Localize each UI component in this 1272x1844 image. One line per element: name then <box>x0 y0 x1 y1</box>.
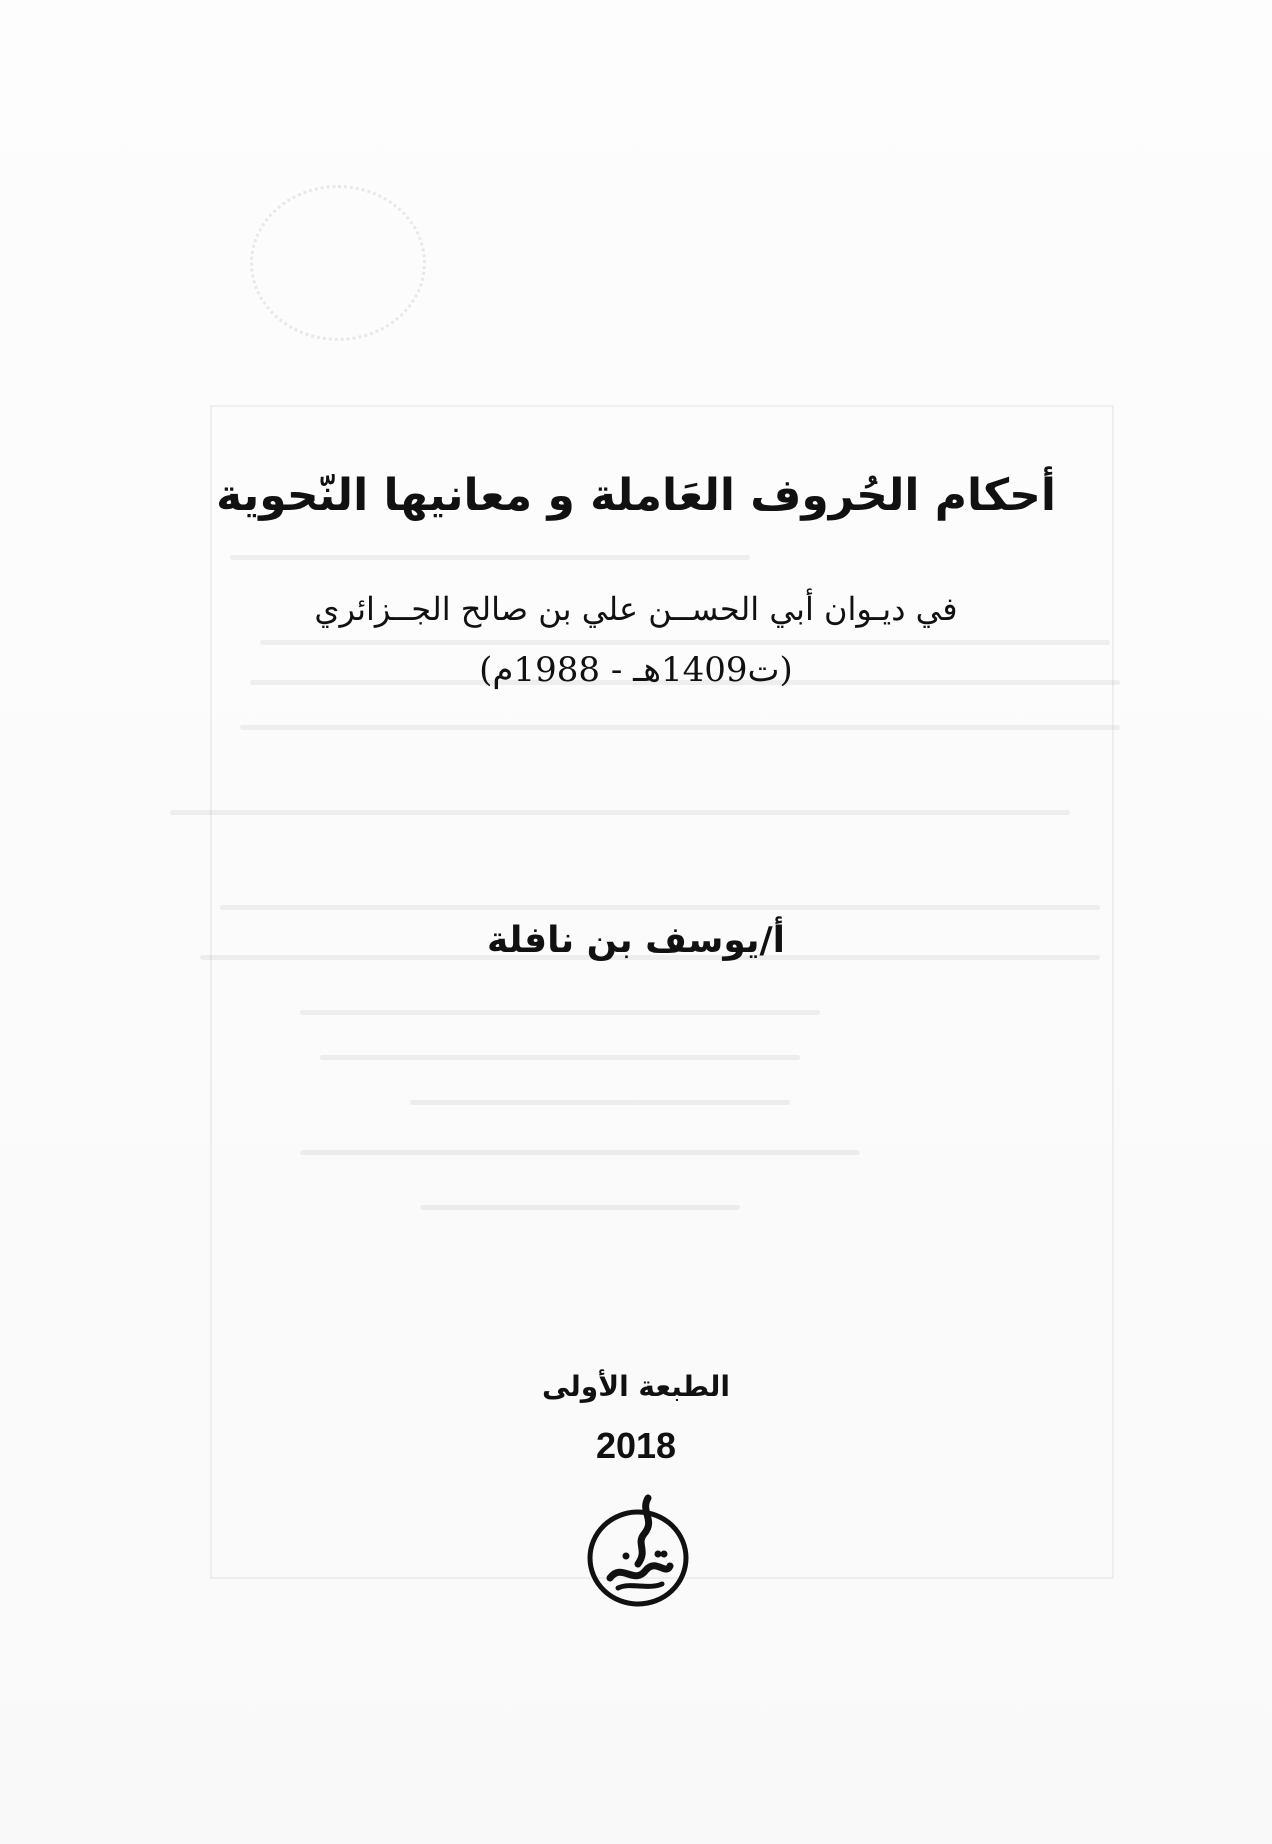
author-name: أ/يوسف بن نافلة <box>487 920 785 961</box>
bleed-through-line <box>170 810 1070 815</box>
bleed-through-emblem <box>250 185 426 341</box>
book-subtitle: في ديـوان أبي الحســن علي بن صالح الجــزائري <box>314 590 958 628</box>
publisher-logo-svg <box>578 1490 698 1610</box>
bleed-through-line <box>420 1205 740 1210</box>
book-title: أحكام الحُروف العَاملة و معانيها النّحوية <box>216 470 1056 521</box>
publication-year: 2018 <box>595 1425 677 1466</box>
bleed-through-line <box>300 1150 860 1155</box>
bleed-through-line <box>260 640 1110 645</box>
bleed-through-line <box>300 1010 820 1015</box>
publisher-seal-icon <box>578 1490 698 1610</box>
edition-label: الطبعة الأولى <box>541 1370 731 1403</box>
bleed-through-line <box>320 1055 800 1060</box>
bleed-through-line <box>220 905 1100 910</box>
bleed-through-line <box>240 725 1120 730</box>
bleed-through-line <box>230 555 750 560</box>
death-dates: (ت1409هـ - 1988م) <box>479 650 793 690</box>
bleed-through-line <box>410 1100 790 1105</box>
